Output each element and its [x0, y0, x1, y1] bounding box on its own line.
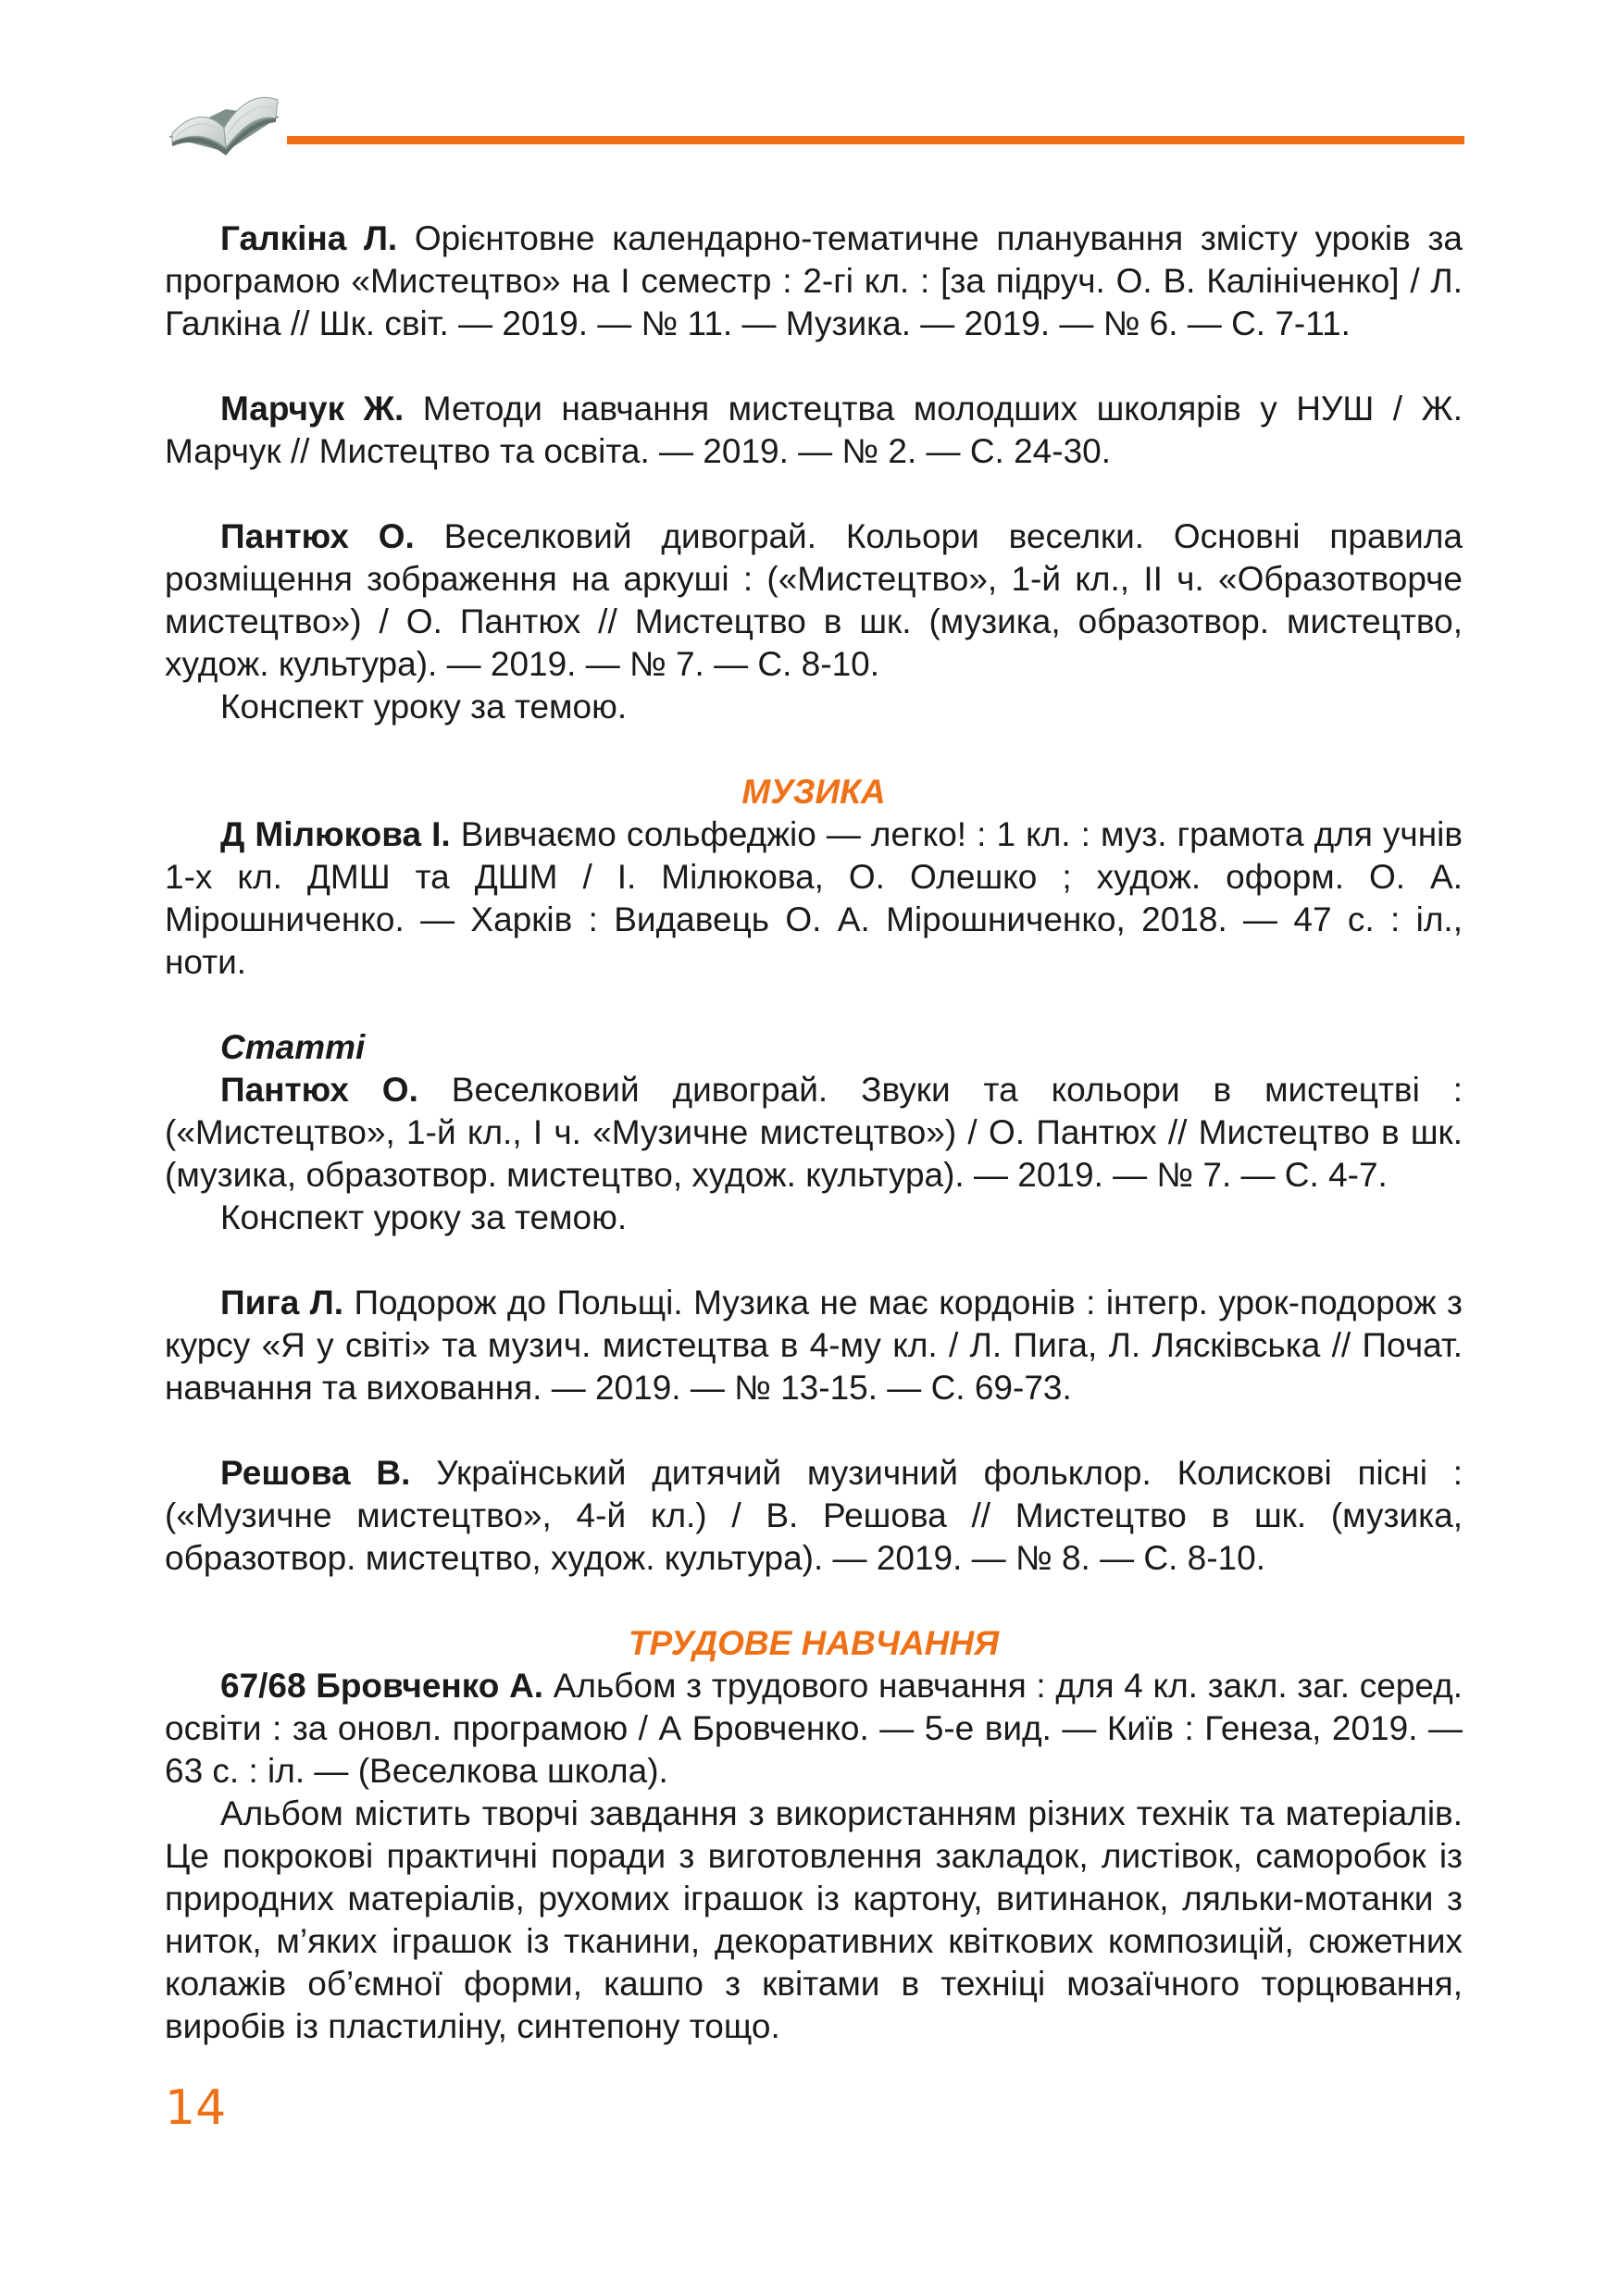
entry-author: Решова В. [220, 1454, 411, 1492]
bibliography-entry [165, 1282, 1463, 1409]
section-heading-music: МУЗИКА [741, 773, 886, 811]
header-rule [287, 136, 1464, 144]
entry-text: Веселковий дивограй. Звуки та кольори в мистецтві : («Мистецтво», 1-й кл., І ч. «Музичне мистецтво») / О. Пантюх // Мистецтво в шк. (музика, образотвор. мистецтво, худож. культура). — 2019. — № 7. — С. 4-7. [165, 1071, 1463, 1194]
entry-text: Веселковий дивограй. Кольори веселки. Основні правила розміщення зображення на аркуші : («Мистецтво», 1-й кл., ІІ ч. «Образотворче мистецтво») / О. Пантюх // Мистецтво в шк. (музика, образотвор. мистецтво, худож. культура). — 2019. — № 7. — С. 8-10. [165, 517, 1463, 683]
entry-note: Конспект уроку за темою. [220, 688, 628, 726]
entry-author: Пантюх О. [220, 1071, 418, 1109]
entry-text: Альбом з трудового навчання : для 4 кл. закл. заг. серед. освіти : за оновл. програмою / А Бровченко. — 5-е вид. — Київ : Генеза, 2019. — 63 с. : іл. — (Веселкова школа). [165, 1667, 1463, 1790]
bibliography-entry [165, 1069, 1463, 1239]
bibliography-entry [165, 813, 1463, 984]
bibliography-entry [165, 1452, 1463, 1580]
entry-text: Орієнтовне календарно-тематичне планування змісту уроків за програмою «Мистецтво» на І семестр : 2-гі кл. : [за підруч. О. В. Калініченко] / Л. Галкіна // Шк. світ. — 2019. — № 11. — Музика. — 2019. — № 6. — С. 7-11. [165, 219, 1463, 342]
entry-author: Пига Л. [220, 1284, 344, 1322]
subheading-articles: Статті [220, 1028, 366, 1066]
entry-text: Вивчаємо сольфеджіо — легко! : 1 кл. : муз. грамота для учнів 1-х кл. ДМШ та ДШМ / І. Мілюкова, О. Олешко ; худож. оформ. О. А. Мірошниченко. — Харків : Видавець О. А. Мірошниченко, 2018. — 47 с. : іл., ноти. [165, 815, 1463, 981]
entry-author: Д Мілюкова І. [220, 815, 451, 853]
entry-author: Галкіна Л. [220, 219, 398, 257]
bibliography-entry [165, 217, 1463, 345]
entry-text: Методи навчання мистецтва молодших школярів у НУШ / Ж. Марчук // Мистецтво та освіта. — 2019. — № 2. — С. 24-30. [165, 390, 1463, 470]
entry-note: Конспект уроку за темою. [220, 1198, 628, 1236]
bibliography-entry [165, 1665, 1463, 2048]
open-book-icon [163, 72, 285, 174]
bibliography-entry [165, 388, 1463, 473]
section-heading-labor: ТРУДОВЕ НАВЧАННЯ [628, 1624, 1000, 1662]
entry-author: Марчук Ж. [220, 390, 405, 428]
bibliography-entry [165, 515, 1463, 728]
entry-text: Подорож до Польщі. Музика не має кордонів : інтегр. урок-подорож з курсу «Я у світі» та музич. мистецтва в 4-му кл. / Л. Пига, Л. Лясківська // Почат. навчання та виховання. — 2019. — № 13-15. — С. 69-73. [165, 1284, 1463, 1407]
entry-annotation: Альбом містить творчі завдання з використанням різних технік та матеріалів. Це покрокові практичні поради з виготовлення закладок, листівок, саморобок із природних матеріалів, рухомих іграшок із картону, витинанок, ляльки-мотанки з ниток, м’яких іграшок із тканини, декоративних квіткових композицій, сюжетних колажів об’ємної форми, кашпо з квітами в техніці мозаїчного торцювання, виробів із пластиліну, синтепону тощо. [165, 1794, 1463, 2045]
page-number: 14 [165, 2080, 227, 2136]
entry-text: Український дитячий музичний фольклор. Колискові пісні : («Музичне мистецтво», 4-й кл.) / В. Решова // Мистецтво в шк. (музика, образотвор. мистецтво, худож. культура). — 2019. — № 8. — С. 8-10. [165, 1454, 1463, 1577]
entry-author: Пантюх О. [220, 517, 415, 555]
bibliography-content [165, 217, 1463, 2048]
entry-author: 67/68 Бровченко А. [220, 1667, 544, 1705]
